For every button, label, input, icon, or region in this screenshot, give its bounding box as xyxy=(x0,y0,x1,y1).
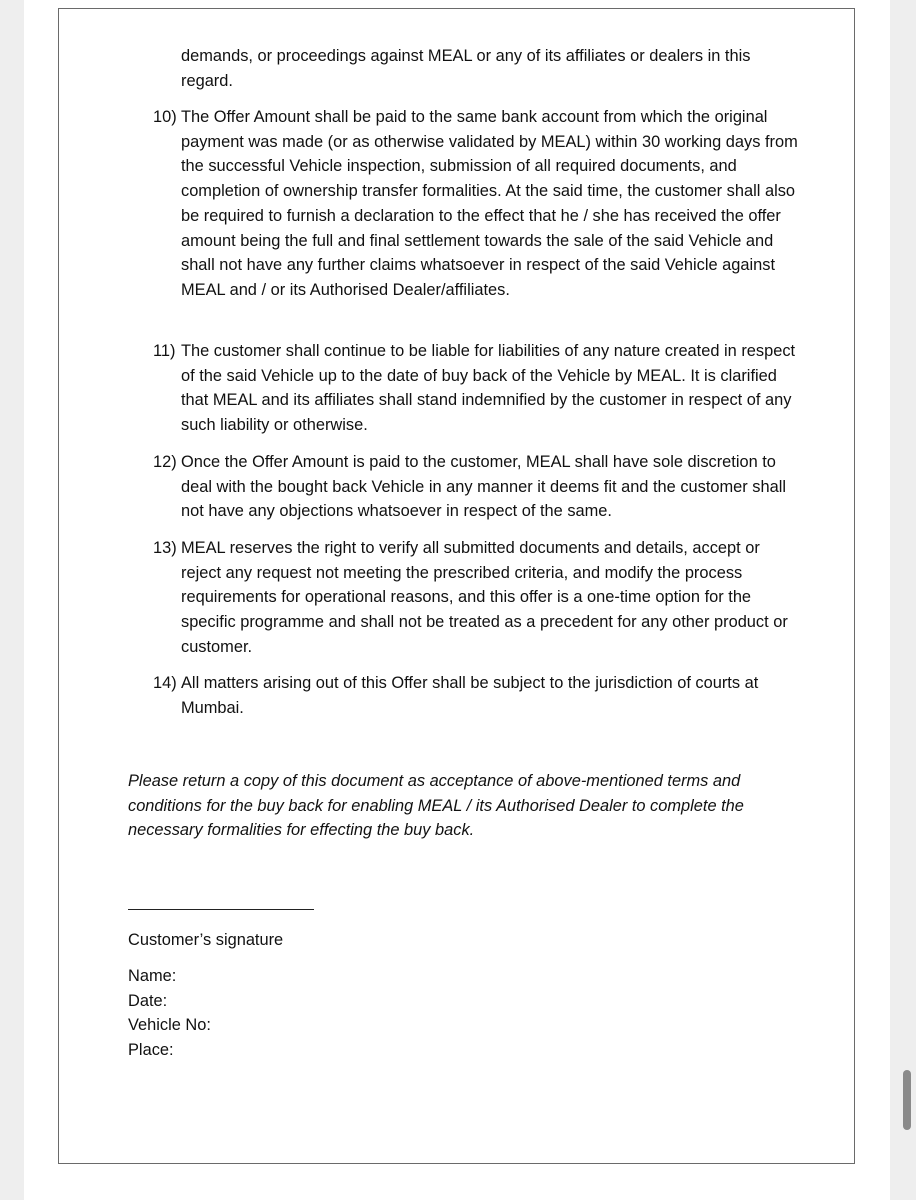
clause-text: The Offer Amount shall be paid to the same bank account from which the original payment was made (or as otherwise validated by MEAL) within 30 working days from the successful Vehicle inspection, submission of all required documents, and completion of ownership transfer formalities. At the said time, the customer shall also be required to furnish a declaration to the effect that he / she has received the offer amount being the full and final settlement towards the sale of the said Vehicle and shall not have any further claims whatsoever in respect of the said Vehicle against MEAL and / or its Authorised Dealer/affiliates. xyxy=(181,108,798,299)
clause-text: All matters arising out of this Offer shall be subject to the jurisdiction of courts at Mumbai. xyxy=(181,674,759,717)
clause-12 xyxy=(153,450,798,524)
clause-continuation: demands, or proceedings against MEAL or any of its affiliates or dealers in this regard. xyxy=(181,47,751,90)
acceptance-note: Please return a copy of this document as acceptance of above-mentioned terms and conditions for the buy back for enabling MEAL / its Authorised Dealer to complete the necessary formalities for effecting the buy back. xyxy=(128,772,744,840)
vehicle-no-field-label: Vehicle No: xyxy=(128,1016,211,1034)
date-field-label: Date: xyxy=(128,992,168,1010)
name-field-label: Name: xyxy=(128,967,177,985)
clause-number: 13) xyxy=(153,539,177,557)
clause-text: MEAL reserves the right to verify all submitted documents and details, accept or reject any request not meeting the prescribed criteria, and modify the process requirements for operational reasons, and this offer is a one-time option for the specific programme and shall not be treated as a precedent for any other product or customer. xyxy=(181,539,788,656)
clause-14 xyxy=(153,671,798,720)
signature-line xyxy=(128,909,314,910)
clause-number: 10) xyxy=(153,108,177,126)
scrollbar-thumb[interactable] xyxy=(903,1070,911,1130)
clause-number: 11) xyxy=(153,342,176,360)
clause-13 xyxy=(153,536,798,660)
vertical-scrollbar[interactable] xyxy=(902,0,916,1200)
signature-label: Customer’s signature xyxy=(128,931,284,949)
clause-10 xyxy=(153,105,798,303)
place-field-label: Place: xyxy=(128,1041,174,1059)
clause-text: Once the Offer Amount is paid to the customer, MEAL shall have sole discretion to deal with the bought back Vehicle in any manner it deems fit and the customer shall not have any objections whatsoever in respect of the same. xyxy=(181,453,786,521)
clause-text: The customer shall continue to be liable for liabilities of any nature created in respect of the said Vehicle up to the date of buy back of the Vehicle by MEAL. It is clarified that MEAL and its affiliates shall stand indemnified by the customer in respect of any such liability or otherwise. xyxy=(181,342,796,435)
clause-11 xyxy=(153,339,798,438)
clause-number: 12) xyxy=(153,453,177,471)
clause-number: 14) xyxy=(153,674,177,692)
